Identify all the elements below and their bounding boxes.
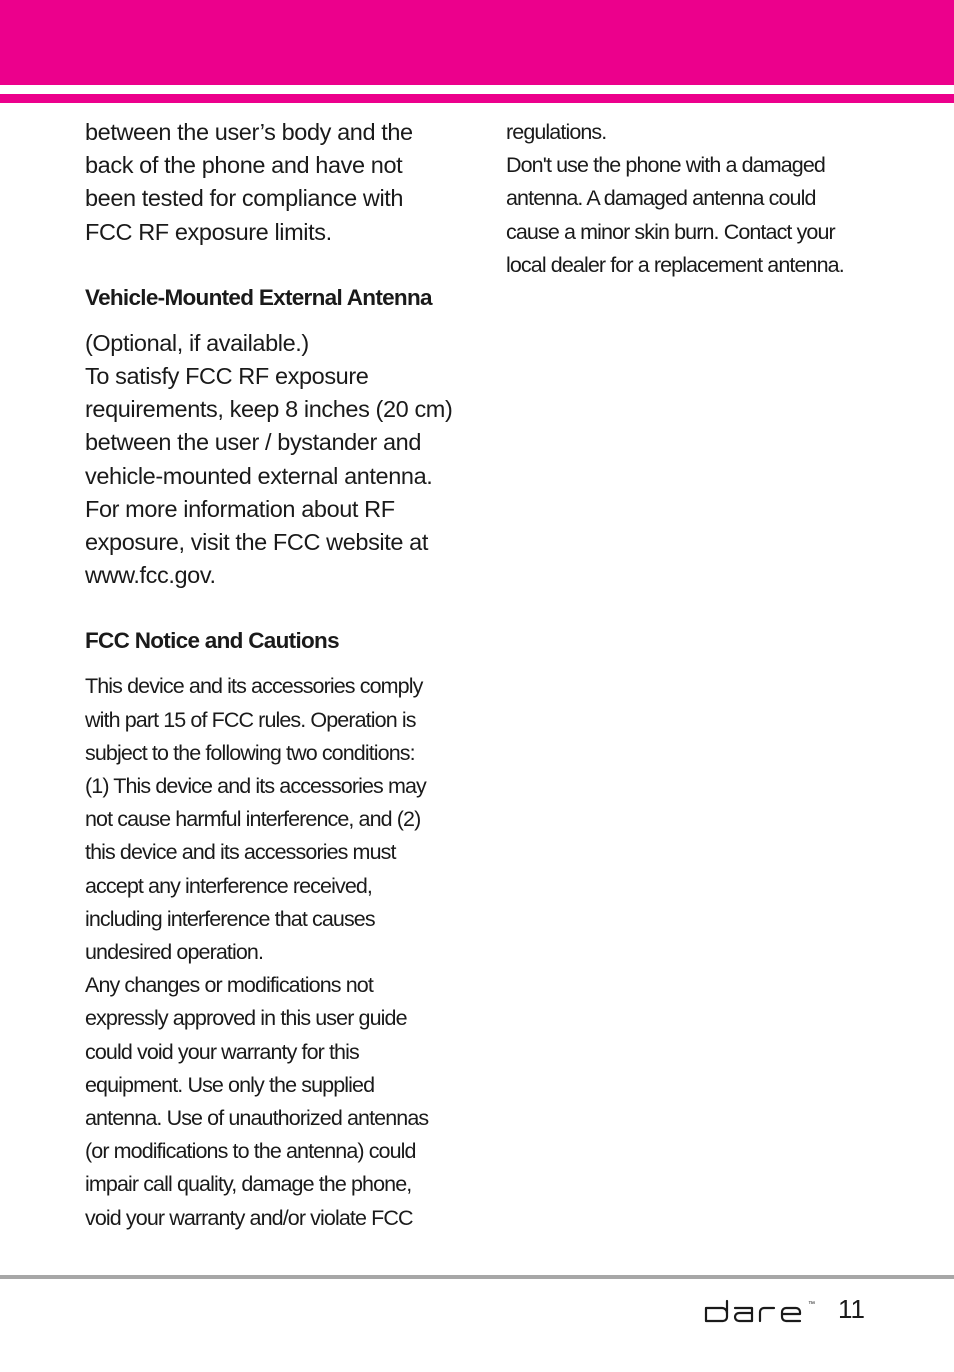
vehicle-antenna-body: (Optional, if available.) To satisfy FCC RF exposure requirements, keep 8 inches (20 cm) between the user / bystander and vehicle-mounted external antenna. For more information about RF exposure, visit the FCC website at www.fcc.gov. <box>85 329 453 589</box>
section-spacer <box>85 592 460 626</box>
intro-paragraph: between the user’s body and the back of the phone and have not been tested for compliance with FCC RF exposure limits. <box>85 119 413 245</box>
section-spacer <box>85 313 460 327</box>
header-divider-rule <box>0 94 954 103</box>
section-spacer <box>85 656 460 670</box>
antenna-caution-paragraph: regulations. Don't use the phone with a damaged antenna. A damaged antenna could cause a minor skin burn. Contact your local dealer for a replacement antenna. <box>506 120 844 277</box>
header-color-band <box>0 0 954 85</box>
page-number: 11 <box>838 1294 865 1324</box>
right-column <box>506 116 886 282</box>
dare-logo-icon <box>702 1297 820 1323</box>
fcc-notice-heading: FCC Notice and Cautions <box>85 628 339 654</box>
vehicle-antenna-heading: Vehicle-Mounted External Antenna <box>85 284 432 310</box>
left-column <box>85 116 460 1235</box>
fcc-notice-body: This device and its accessories comply with part 15 of FCC rules. Operation is subject to the following two conditions: (1) This device and its accessories may not cause harmful interference, and (2) this device and its accessories must accept any interference received, including interference that causes undesired operation. Any changes or modifications not expressly approved in this user guide could void your warranty for this equipment. Use only the supplied antenna. Use of unauthorized antennas (or modifications to the antenna) could impair call quality, damage the phone, void your warranty and/or violate FCC <box>85 674 429 1230</box>
trademark-symbol: ™ <box>808 1301 815 1308</box>
footer-divider-rule <box>0 1275 954 1279</box>
section-spacer <box>85 249 460 283</box>
